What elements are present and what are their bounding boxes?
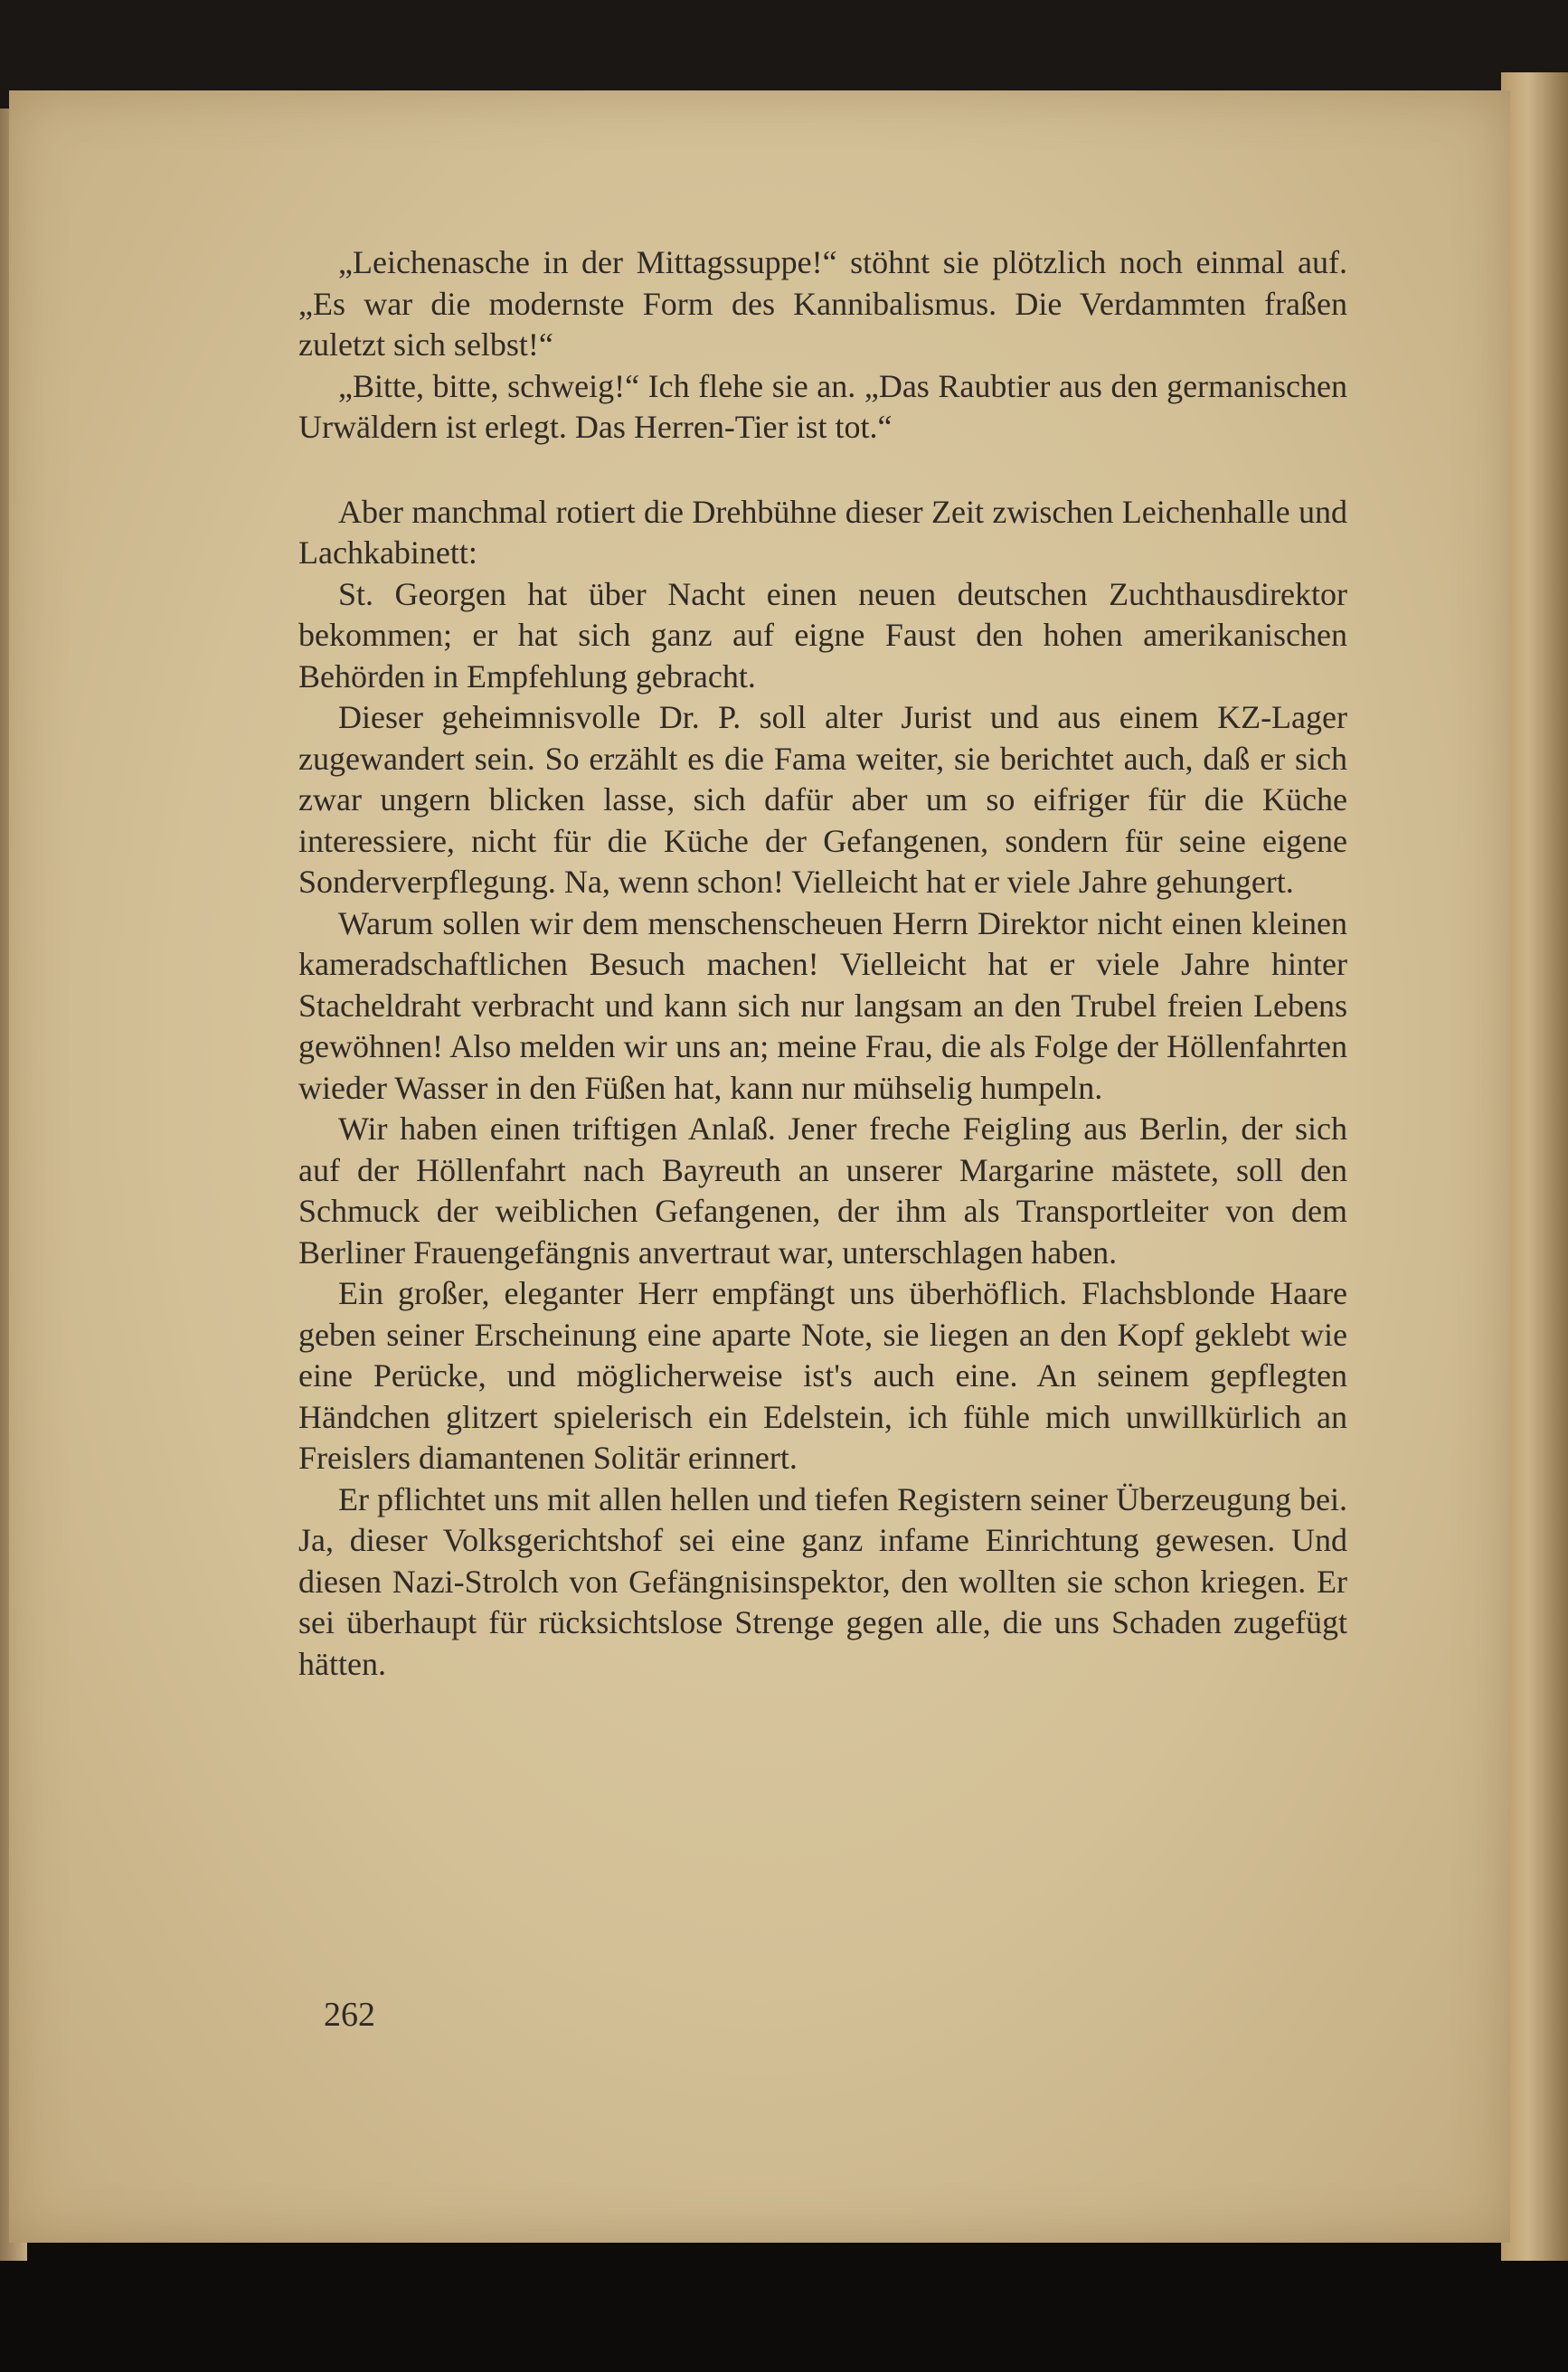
section-break	[298, 449, 1347, 492]
paragraph-4: St. Georgen hat über Nacht einen neuen deutschen Zuchthausdirektor bekommen; er hat sich ganz auf eigne Faust den hohen amerikanischen Behörden in Empfehlung gebracht.	[298, 575, 1347, 695]
paragraph-3: Aber manchmal rotiert die Drehbühne dieser Zeit zwischen Leichenhalle und Lachkabinett:	[298, 493, 1347, 571]
paragraph-1: „Leichenasche in der Mittagssuppe!“ stöhnt sie plötzlich noch einmal auf. „Es war die modernste Form des Kannibalismus. Die Verdammten fraßen zuletzt sich selbst!“	[298, 244, 1347, 363]
paragraph-5: Dieser geheimnisvolle Dr. P. soll alter Jurist und aus einem KZ-Lager zugewandert sein. So erzählt es die Fama weiter, sie berichtet auch, daß er sich zwar ungern blicken lasse, sich dafür aber um so eifriger für die Küche interessiere, nicht für die Küche der Gefangenen, sondern für seine eigene Sonderverpflegung. Na, wenn schon! Vielleicht hat er viele Jahre gehungert.	[298, 699, 1347, 900]
book-edge-right	[1501, 72, 1568, 2261]
paragraph-8: Ein großer, eleganter Herr empfängt uns überhöflich. Flachsblonde Haare geben seiner Erscheinung eine aparte Note, sie liegen an den Kopf geklebt wie eine Perücke, und möglicherweise ist's auch eine. An seinem gepflegten Händchen glitzert spielerisch ein Edelstein, ich fühle mich unwillkürlich an Freislers diamantenen Solitär erinnert.	[298, 1275, 1347, 1476]
paragraph-6: Warum sollen wir dem menschenscheuen Herrn Direktor nicht einen kleinen kameradschaftlichen Besuch machen! Vielleicht hat er viele Jahre hinter Stacheldraht verbracht und kann sich nur langsam an den Trubel freien Lebens gewöhnen! Also melden wir uns an; meine Frau, die als Folge der Höllenfahrten wieder Wasser in den Füßen hat, kann nur mühselig humpeln.	[298, 904, 1347, 1106]
page-number: 262	[324, 1996, 375, 2034]
paragraph-2: „Bitte, bitte, schweig!“ Ich flehe sie an. „Das Raubtier aus den germanischen Urwäldern ist erlegt. Das Herren-Tier ist tot.“	[298, 367, 1347, 445]
paragraph-7: Wir haben einen triftigen Anlaß. Jener freche Feigling aus Berlin, der sich auf der Höllenfahrt nach Bayreuth an unserer Margarine mästete, soll den Schmuck der weiblichen Gefangenen, der ihm als Transportleiter von dem Berliner Frauengefängnis anvertraut war, unterschlagen haben.	[298, 1110, 1347, 1271]
paragraph-9: Er pflichtet uns mit allen hellen und tiefen Registern seiner Überzeugung bei. Ja, dieser Volksgerichtshof sei eine ganz infame Einrichtung gewesen. Und diesen Nazi-Strolch von Gefängnisinspektor, den wollten sie schon kriegen. Er sei überhaupt für rücksichtslose Strenge gegen alle, die uns Schaden zugefügt hätten.	[298, 1480, 1347, 1682]
page-text	[298, 242, 1347, 1685]
